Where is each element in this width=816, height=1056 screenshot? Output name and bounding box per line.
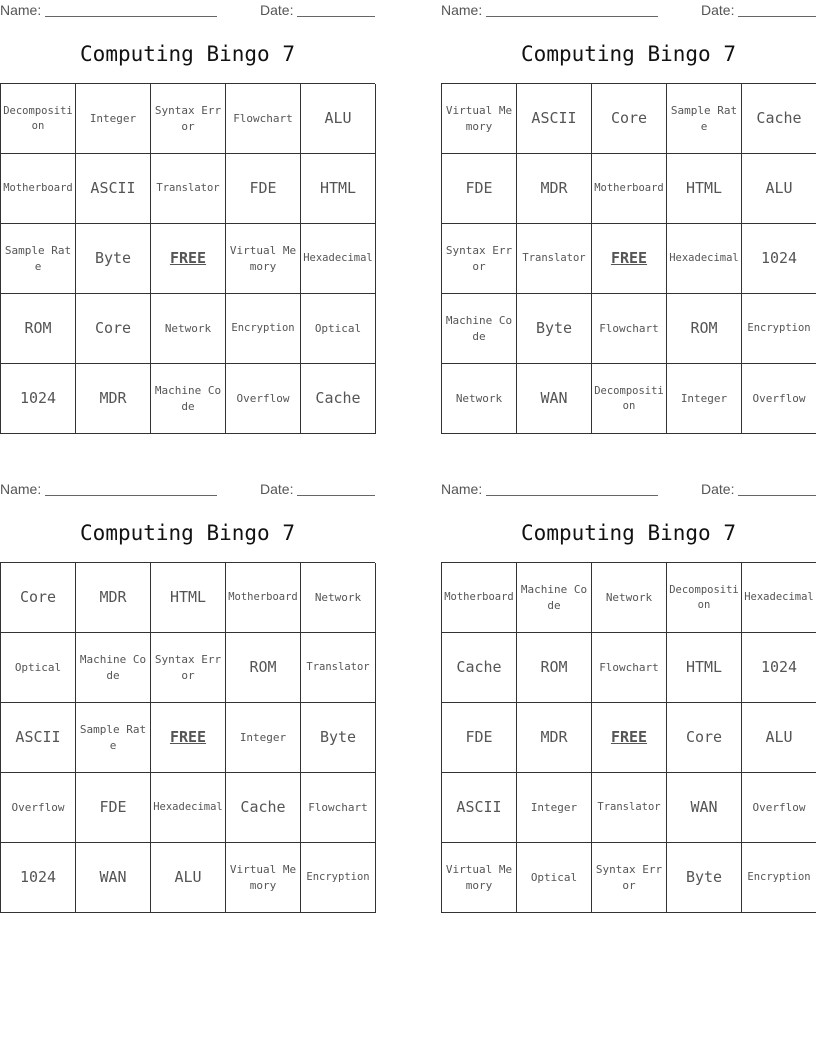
bingo-cell[interactable]: Decomposition — [592, 364, 667, 434]
bingo-cell[interactable]: Network — [592, 563, 667, 633]
card-title: Computing Bingo 7 — [521, 521, 736, 545]
card-header — [0, 479, 375, 501]
bingo-cell[interactable]: FREE — [592, 703, 667, 773]
bingo-cell[interactable]: Network — [151, 294, 226, 364]
bingo-card — [0, 0, 375, 434]
bingo-grid — [441, 83, 816, 434]
bingo-cell[interactable]: Syntax Error — [151, 84, 226, 154]
bingo-cell[interactable]: MDR — [76, 364, 151, 434]
bingo-cell[interactable]: Translator — [301, 633, 376, 703]
bingo-cell[interactable]: ASCII — [76, 154, 151, 224]
bingo-cell[interactable]: Virtual Memory — [442, 84, 517, 154]
bingo-card — [0, 479, 375, 913]
bingo-card — [441, 479, 816, 913]
bingo-cell[interactable]: WAN — [76, 843, 151, 913]
bingo-cell[interactable]: Encryption — [226, 294, 301, 364]
bingo-cell[interactable]: Hexadecimal — [301, 224, 376, 294]
bingo-cell[interactable]: MDR — [76, 563, 151, 633]
bingo-cell[interactable]: Core — [1, 563, 76, 633]
bingo-cell[interactable]: ALU — [742, 154, 816, 224]
card-title: Computing Bingo 7 — [80, 521, 295, 545]
bingo-cell[interactable]: FDE — [442, 154, 517, 224]
name-line[interactable] — [45, 495, 217, 496]
bingo-cell[interactable]: Flowchart — [301, 773, 376, 843]
bingo-cell[interactable]: Flowchart — [226, 84, 301, 154]
bingo-cell[interactable]: Sample Rate — [667, 84, 742, 154]
name-label: Name: — [441, 481, 483, 497]
bingo-card — [441, 0, 816, 434]
bingo-cell[interactable]: ASCII — [442, 773, 517, 843]
bingo-cell[interactable]: Hexadecimal — [742, 563, 816, 633]
bingo-cell[interactable]: Integer — [76, 84, 151, 154]
bingo-cell[interactable]: Core — [592, 84, 667, 154]
bingo-cell[interactable]: HTML — [151, 563, 226, 633]
bingo-cell[interactable]: ALU — [742, 703, 816, 773]
bingo-cell[interactable]: HTML — [667, 633, 742, 703]
bingo-cell[interactable]: FDE — [442, 703, 517, 773]
bingo-cell[interactable]: Cache — [226, 773, 301, 843]
bingo-cell[interactable]: Flowchart — [592, 633, 667, 703]
bingo-cell[interactable]: Core — [76, 294, 151, 364]
bingo-cell[interactable]: 1024 — [1, 364, 76, 434]
bingo-cell[interactable]: Encryption — [301, 843, 376, 913]
bingo-cell[interactable]: Sample Rate — [76, 703, 151, 773]
bingo-cell[interactable]: Virtual Memory — [226, 224, 301, 294]
bingo-cell[interactable]: WAN — [517, 364, 592, 434]
bingo-cell[interactable]: Cache — [301, 364, 376, 434]
date-label: Date: — [260, 2, 294, 18]
bingo-cell[interactable]: Decomposition — [1, 84, 76, 154]
card-header — [441, 479, 816, 501]
bingo-cell[interactable]: FREE — [151, 703, 226, 773]
bingo-cell[interactable]: Overflow — [226, 364, 301, 434]
bingo-cell[interactable]: Virtual Memory — [442, 843, 517, 913]
bingo-cell[interactable]: FDE — [76, 773, 151, 843]
bingo-cell[interactable]: Decomposition — [667, 563, 742, 633]
date-label: Date: — [701, 2, 735, 18]
bingo-cell[interactable]: FREE — [151, 224, 226, 294]
name-label: Name: — [0, 2, 42, 18]
bingo-cell[interactable]: Hexadecimal — [151, 773, 226, 843]
bingo-cell[interactable]: 1024 — [742, 224, 816, 294]
bingo-cell[interactable]: Byte — [301, 703, 376, 773]
bingo-cell[interactable]: Motherboard — [592, 154, 667, 224]
bingo-cell[interactable]: MDR — [517, 154, 592, 224]
bingo-cell[interactable]: Motherboard — [442, 563, 517, 633]
bingo-grid — [0, 83, 375, 434]
bingo-cell[interactable]: ROM — [1, 294, 76, 364]
date-label: Date: — [260, 481, 294, 497]
bingo-cell[interactable]: HTML — [667, 154, 742, 224]
bingo-cell[interactable]: Machine Code — [151, 364, 226, 434]
bingo-cell[interactable]: ALU — [151, 843, 226, 913]
bingo-cell[interactable]: Byte — [667, 843, 742, 913]
date-line[interactable] — [738, 495, 816, 496]
bingo-cell[interactable]: Encryption — [742, 843, 816, 913]
bingo-cell[interactable]: HTML — [301, 154, 376, 224]
name-label: Name: — [441, 2, 483, 18]
bingo-cell[interactable]: Byte — [76, 224, 151, 294]
bingo-cell[interactable]: Network — [442, 364, 517, 434]
bingo-cell[interactable]: Translator — [592, 773, 667, 843]
bingo-cell[interactable]: Integer — [226, 703, 301, 773]
bingo-cell[interactable]: Machine Code — [442, 294, 517, 364]
bingo-cell[interactable]: Syntax Error — [592, 843, 667, 913]
card-header — [441, 0, 816, 22]
bingo-cell[interactable]: 1024 — [742, 633, 816, 703]
name-line[interactable] — [486, 16, 658, 17]
bingo-cell[interactable]: Flowchart — [592, 294, 667, 364]
bingo-cell[interactable]: Syntax Error — [151, 633, 226, 703]
bingo-cell[interactable]: Syntax Error — [442, 224, 517, 294]
bingo-cell[interactable]: Core — [667, 703, 742, 773]
name-line[interactable] — [45, 16, 217, 17]
bingo-cell[interactable]: Cache — [742, 84, 816, 154]
bingo-cell[interactable]: Overflow — [742, 364, 816, 434]
date-line[interactable] — [297, 495, 375, 496]
bingo-cell[interactable]: Sample Rate — [1, 224, 76, 294]
bingo-cell[interactable]: ASCII — [517, 84, 592, 154]
bingo-cell[interactable]: Motherboard — [1, 154, 76, 224]
bingo-cell[interactable]: Optical — [301, 294, 376, 364]
bingo-cell[interactable]: Integer — [667, 364, 742, 434]
bingo-cell[interactable]: Overflow — [742, 773, 816, 843]
bingo-cell[interactable]: Cache — [442, 633, 517, 703]
bingo-cell[interactable]: Overflow — [1, 773, 76, 843]
bingo-cell[interactable]: Motherboard — [226, 563, 301, 633]
bingo-cell[interactable]: Optical — [517, 843, 592, 913]
bingo-cell[interactable]: MDR — [517, 703, 592, 773]
bingo-cell[interactable]: ROM — [226, 633, 301, 703]
bingo-grid — [441, 562, 816, 913]
bingo-grid — [0, 562, 375, 913]
bingo-cell[interactable]: Virtual Memory — [226, 843, 301, 913]
bingo-cell[interactable]: Machine Code — [76, 633, 151, 703]
card-title: Computing Bingo 7 — [521, 42, 736, 66]
bingo-cell[interactable]: Hexadecimal — [667, 224, 742, 294]
bingo-cell[interactable]: ASCII — [1, 703, 76, 773]
card-title: Computing Bingo 7 — [80, 42, 295, 66]
bingo-cell[interactable]: Translator — [517, 224, 592, 294]
bingo-cell[interactable]: ROM — [517, 633, 592, 703]
date-label: Date: — [701, 481, 735, 497]
bingo-cell[interactable]: Encryption — [742, 294, 816, 364]
date-line[interactable] — [297, 16, 375, 17]
bingo-cell[interactable]: WAN — [667, 773, 742, 843]
bingo-cell[interactable]: 1024 — [1, 843, 76, 913]
bingo-cell[interactable]: ALU — [301, 84, 376, 154]
bingo-cell[interactable]: Network — [301, 563, 376, 633]
bingo-cell[interactable]: Integer — [517, 773, 592, 843]
name-label: Name: — [0, 481, 42, 497]
bingo-cell[interactable]: ROM — [667, 294, 742, 364]
bingo-cell[interactable]: Translator — [151, 154, 226, 224]
card-header — [0, 0, 375, 22]
date-line[interactable] — [738, 16, 816, 17]
bingo-cell[interactable]: Byte — [517, 294, 592, 364]
bingo-cell[interactable]: Machine Code — [517, 563, 592, 633]
bingo-cell[interactable]: FDE — [226, 154, 301, 224]
bingo-cell[interactable]: Optical — [1, 633, 76, 703]
name-line[interactable] — [486, 495, 658, 496]
bingo-cell[interactable]: FREE — [592, 224, 667, 294]
